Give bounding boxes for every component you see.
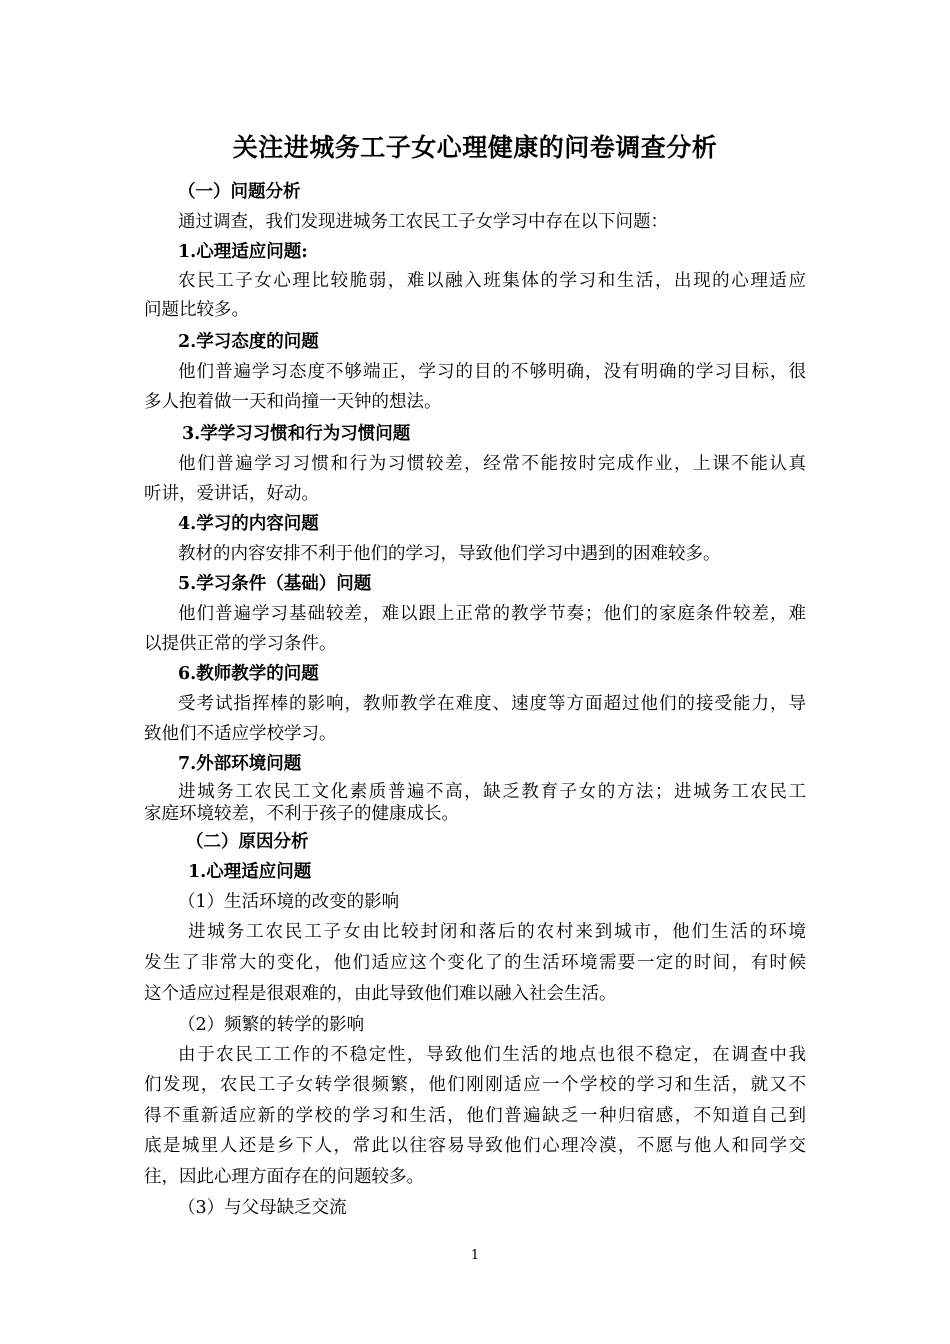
document-title: 关注进城务工子女心理健康的问卷调查分析: [232, 133, 718, 162]
subheading-5: 5.学习条件（基础）问题: [178, 574, 372, 594]
paragraph-line: 他们普遍学习态度不够端正，学习的目的不够明确，没有明确的学习目标，很: [178, 362, 806, 382]
section-heading-problem-analysis: （一）问题分析: [178, 182, 301, 202]
paragraph-line: 底是城里人还是乡下人，常此以往容易导致他们心理冷漠，不愿与他人和同学交: [144, 1136, 806, 1156]
paragraph-line: 问题比较多。: [144, 300, 249, 320]
subheading-2: 2.学习态度的问题: [178, 332, 319, 352]
paragraph-line: 由于农民工工作的不稳定性，导致他们生活的地点也很不稳定，在调查中我: [178, 1045, 806, 1065]
paragraph-line: 们发现，农民工子女转学很频繁，他们刚刚适应一个学校的学习和生活，就又不: [144, 1075, 806, 1095]
page-number: 1: [470, 1248, 480, 1263]
section-heading-cause-analysis: （二）原因分析: [186, 832, 309, 852]
paragraph-line: （1）生活环境的改变的影响: [178, 892, 400, 912]
subheading-4: 4.学习的内容问题: [178, 514, 319, 534]
paragraph-line: 这个适应过程是很艰难的，由此导致他们难以融入社会生活。: [144, 984, 617, 1004]
paragraph-line: 他们普遍学习基础较差，难以跟上正常的教学节奏；他们的家庭条件较差，难: [178, 604, 806, 624]
paragraph-line: （2）频繁的转学的影响: [178, 1015, 365, 1035]
paragraph-line: 听讲，爱讲话，好动。: [144, 484, 319, 504]
subheading-3: 3.学学习习惯和行为习惯问题: [182, 424, 411, 444]
subheading-cause-1: 1.心理适应问题: [188, 862, 312, 882]
paragraph-line: 往，因此心理方面存在的问题较多。: [144, 1167, 424, 1187]
subheading-1: 1.心理适应问题:: [178, 242, 308, 262]
paragraph-line: （3）与父母缺乏交流: [178, 1198, 347, 1218]
paragraph-line: 进城务工农民工文化素质普遍不高，缺乏教育子女的方法；进城务工农民工: [178, 782, 806, 802]
paragraph-line: 农民工子女心理比较脆弱，难以融入班集体的学习和生活，出现的心理适应: [178, 271, 806, 291]
paragraph-line: 得不重新适应新的学校的学习和生活，他们普遍缺乏一种归宿感，不知道自己到: [144, 1106, 806, 1126]
paragraph-line: 多人抱着做一天和尚撞一天钟的想法。: [144, 392, 442, 412]
paragraph-line: 他们普遍学习习惯和行为习惯较差，经常不能按时完成作业，上课不能认真: [178, 454, 806, 474]
paragraph-line: 家庭环境较差，不利于孩子的健康成长。: [144, 804, 459, 824]
paragraph-line: 发生了非常大的变化，他们适应这个变化了的生活环境需要一定的时间，有时候: [144, 953, 806, 973]
subheading-7: 7.外部环境问题: [178, 754, 302, 774]
paragraph-line: 致他们不适应学校学习。: [144, 724, 337, 744]
paragraph-line: 进城务工农民工子女由比较封闭和落后的农村来到城市，他们生活的环境: [188, 922, 806, 942]
paragraph-line: 以提供正常的学习条件。: [144, 634, 337, 654]
subheading-6: 6.教师教学的问题: [178, 664, 319, 684]
paragraph-line: 教材的内容安排不利于他们的学习，导致他们学习中遇到的困难较多。: [178, 544, 721, 564]
paragraph-line: 通过调查，我们发现进城务工农民工子女学习中存在以下问题：: [178, 212, 668, 232]
paragraph-line: 受考试指挥棒的影响，教师教学在难度、速度等方面超过他们的接受能力，导: [178, 694, 806, 714]
